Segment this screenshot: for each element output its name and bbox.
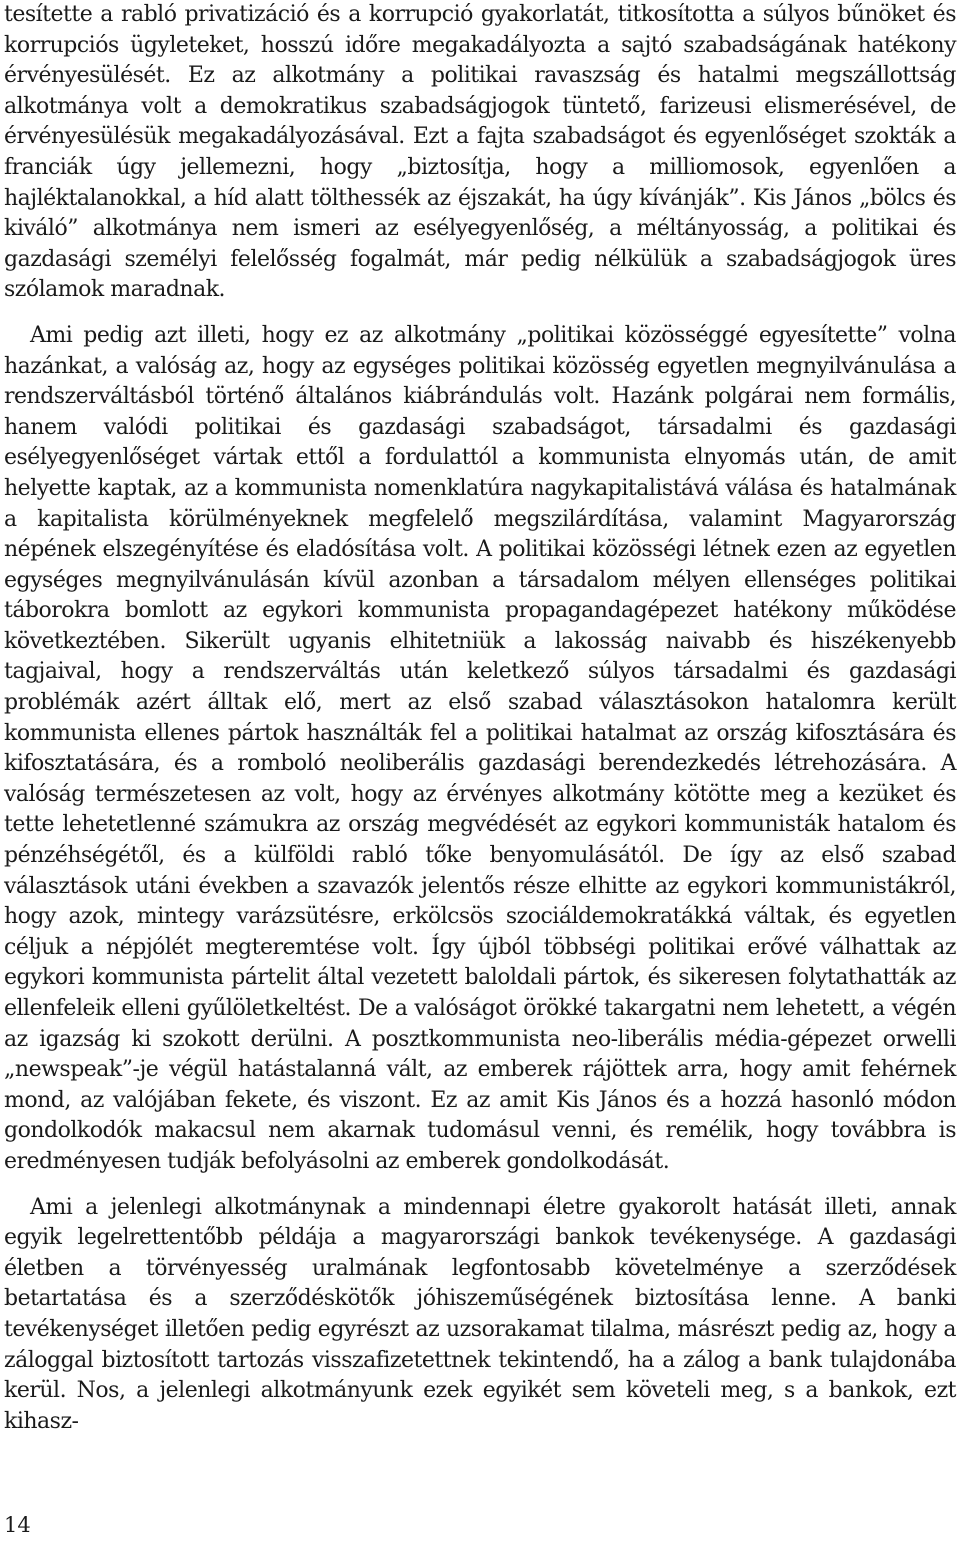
- page-number: 14: [4, 1513, 31, 1537]
- paragraph-1: tesítette a rabló privatizáció és a korrupció gyakorlatát, titkosította a súlyos bűnöket és korrupciós ügyleteket, hosszú időre megakadályozta a sajtó szabadságának hatékony érvényesülését. Ez az alkotmány a politikai ravaszság és hatalmi megszállottság alkotmánya volt a demokratikus szabadságjogok tüntető, farizeusi elismerésével, de érvényesülésük megakadályozásával. Ezt a fajta szabadságot és egyenlőséget szokták a franciák úgy jellemezni, hogy „biztosítja, hogy a milliomosok, egyenlően a hajléktalanokkal, a híd alatt tölthessék az éjszakát, ha úgy kívánják”. Kis János „bölcs és kiváló” alkotmánya nem ismeri az esélyegyenlőség, a méltányosság, a politikai és gazdasági személyi felelősség fogalmát, már pedig nélkülük a szabadságjogok üres szólamok maradnak.: [4, 2, 956, 303]
- paragraph-2: Ami pedig azt illeti, hogy ez az alkotmány „politikai közösséggé egyesítette” volna hazánkat, a valóság az, hogy az egységes politikai közösség egyetlen megnyilvánulása a rendszerváltásból történő általános kiábrándulás volt. Hazánk polgárai nem formális, hanem valódi politikai és gazdasági szabadságot, társadalmi és gazdasági esélyegyenlőséget vártak ettől a fordulattól a kommunista elnyomás után, de amit helyette kaptak, az a kommunista nomenklatúra nagykapitalistává válása és hatalmának a kapitalista körülményeknek megfelelő megszilárdítása, valamint Magyarország népének elszegényítése és eladósítása volt. A politikai közösségi létnek ezen az egyetlen egységes megnyilvánulásán kívül azonban a társadalom mélyen ellenséges politikai táborokra bomlott az egykori kommunista propagandagépezet hatékony működése következtében. Sikerült ugyanis elhitetniük a lakosság naivabb és hiszékenyebb tagjaival, hogy a rendszerváltás után keletkező súlyos társadalmi és gazdasági problémák azért álltak elő, mert az első szabad választásokon hatalomra került kommunista ellenes pártok használták fel a politikai hatalmat az ország kifosztására és kifosztatására, és a romboló neoliberális gazdasági berendezkedés létrehozására. A valóság természetesen az volt, hogy az érvényes alkotmány kötötte meg a kezüket és tette lehetetlenné számukra az ország megvédését az egykori kommunisták hatalom és pénzéhségétől, és a külföldi rabló tőke benyomulásától. De így az első szabad választások utáni években a szavazók jelentős része elhitte az egykori kommunistákról, hogy azok, mintegy varázsütésre, erkölcsös szociáldemokratákká váltak, és egyetlen céljuk a népjólét megteremtése volt. Így újból többségi politikai erővé válhattak az egykori kommunista pártelit által vezetett baloldali pártok, és sikeresen folytathatták az ellenfeleik elleni gyűlöletkeltést. De a valóságot örökké takargatni nem lehetett, a végén az igazság ki szokott derülni. A posztkommunista neo-liberális média-gépezet orwelli „newspeak”-je végül hatástalanná vált, az emberek rájöttek arra, hogy amit fehérnek mond, az valójában fekete, és viszont. Ez az amit Kis János és a hozzá hasonló módon gondolkodók makacsul nem akarnak tudomásul venni, és remélik, hogy továbbra is eredményesen tudják befolyásolni az emberek gondolkodását.: [4, 322, 956, 1174]
- document-page: [4, 0, 956, 1452]
- paragraph-3: Ami a jelenlegi alkotmánynak a mindennapi életre gyakorolt hatását illeti, annak egyik legelrettentőbb példája a magyarországi bankok tevékenysége. A gazdasági életben a törvényesség uralmának legfontosabb követelménye a szerződések betartatása és a szerződéskötők jóhiszeműségének biztosítása lenne. A banki tevékenységet illetően pedig egyrészt az uzsorakamat tilalma, másrészt pedig az, hogy a záloggal biztosított tartozás visszafizetettnek tekintendő, ha a zálog a bank tulajdonába kerül. Nos, a jelenlegi alkotmányunk ezek egyikét sem követeli meg, s a bankok, ezt kihasz-: [4, 1194, 956, 1434]
